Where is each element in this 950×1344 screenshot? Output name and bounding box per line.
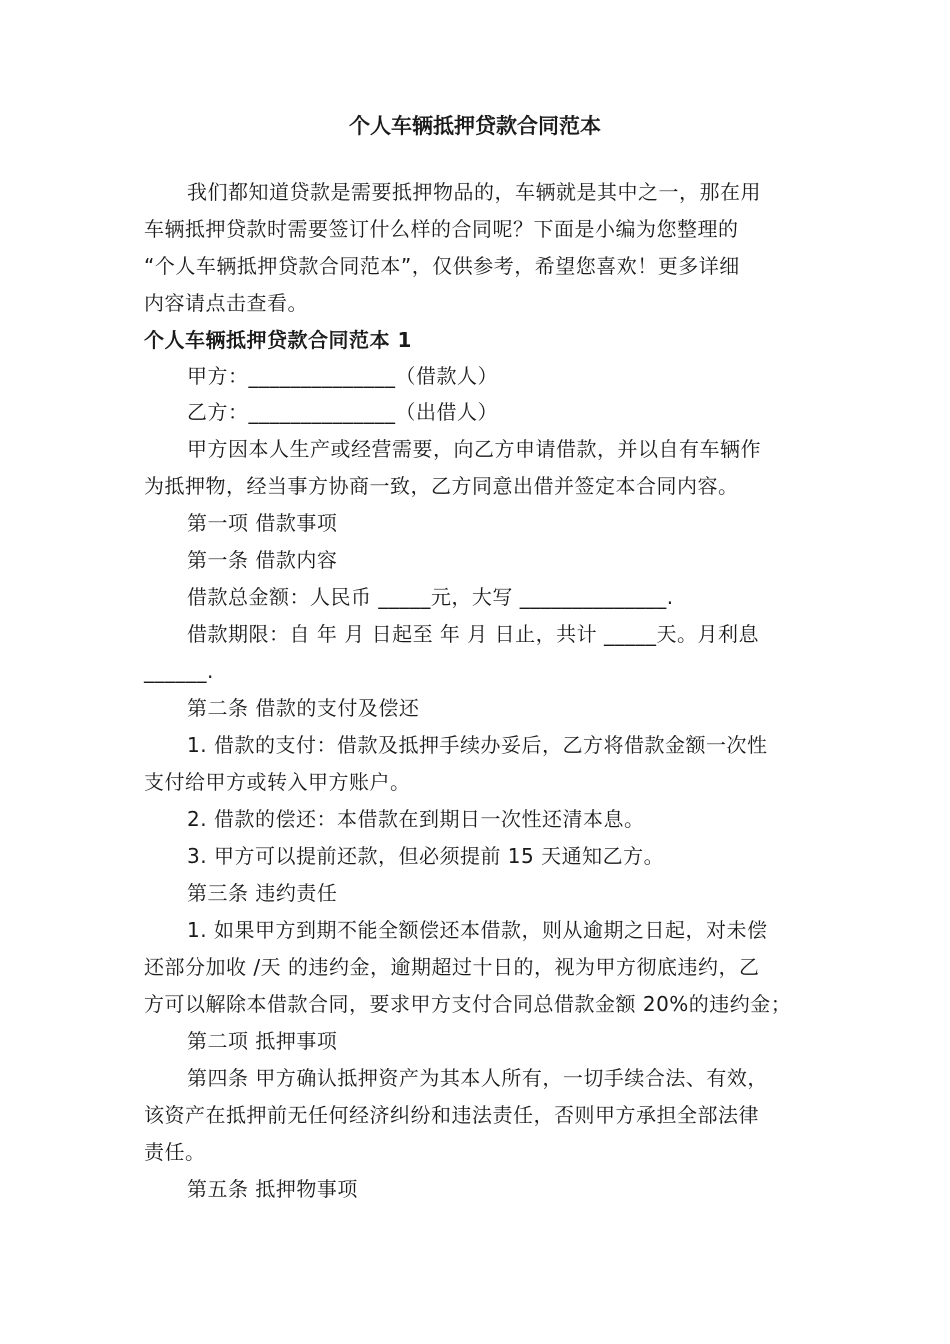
intro-line: 车辆抵押贷款时需要签订什么样的合同呢？下面是小编为您整理的 [144, 217, 739, 241]
item-2-heading: 第二项 抵押事项 [187, 1029, 338, 1053]
payment-clause-3: 3. 甲方可以提前还款，但必须提前 15 天通知乙方。 [187, 844, 665, 868]
loan-term-line: 借款期限：自 年 月 日起至 年 月 日止，共计 _____天。月利息 [187, 622, 760, 646]
article-5-heading: 第五条 抵押物事项 [187, 1177, 358, 1201]
party-b-line: 乙方：______________（出借人） [187, 400, 498, 424]
article-3-heading: 第三条 违约责任 [187, 881, 338, 905]
document-title: 个人车辆抵押贷款合同范本 [349, 114, 601, 138]
loan-term-paragraph [144, 616, 810, 690]
preamble-line: 为抵押物，经当事方协商一致，乙方同意出借并签定本合同内容。 [144, 474, 739, 498]
loan-amount-line: 借款总金额：人民币 _____元，大写 ______________. [187, 585, 674, 609]
item-1-heading: 第一项 借款事项 [187, 511, 338, 535]
article-4-line: 责任。 [144, 1140, 206, 1164]
intro-line: 我们都知道贷款是需要抵押物品的，车辆就是其中之一，那在用 [187, 180, 761, 204]
intro-line: “个人车辆抵押贷款合同范本”，仅供参考，希望您喜欢！更多详细 [144, 254, 740, 278]
payment-clause-1 [144, 727, 810, 801]
payment-line: 1. 借款的支付：借款及抵押手续办妥后，乙方将借款金额一次性 [187, 733, 768, 757]
loan-term-line: ______. [144, 659, 214, 683]
payment-line: 支付给甲方或转入甲方账户。 [144, 770, 411, 794]
party-a-line: 甲方：______________（借款人） [187, 364, 498, 388]
intro-line: 内容请点击查看。 [144, 291, 308, 315]
article-4-line: 该资产在抵押前无任何经济纠纷和违法责任，否则甲方承担全部法律 [144, 1103, 759, 1127]
preamble-line: 甲方因本人生产或经营需要，向乙方申请借款，并以自有车辆作 [187, 437, 761, 461]
preamble-paragraph [144, 431, 810, 505]
breach-clause [144, 912, 810, 1023]
article-4-line: 第四条 甲方确认抵押资产为其本人所有，一切手续合法、有效， [187, 1066, 768, 1090]
breach-line: 1. 如果甲方到期不能全额偿还本借款，则从逾期之日起，对未偿 [187, 918, 768, 942]
breach-line: 方可以解除本借款合同，要求甲方支付合同总借款金额 20%的违约金； [144, 992, 792, 1016]
article-1-heading: 第一条 借款内容 [187, 548, 338, 572]
payment-clause-2: 2. 借款的偿还：本借款在到期日一次性还清本息。 [187, 807, 645, 831]
article-2-heading: 第二条 借款的支付及偿还 [187, 696, 420, 720]
intro-paragraph [144, 174, 810, 322]
section-heading: 个人车辆抵押贷款合同范本 1 [144, 328, 412, 352]
breach-line: 还部分加收 /天 的违约金，逾期超过十日的，视为甲方彻底违约，乙 [144, 955, 760, 979]
article-4-paragraph [144, 1060, 810, 1171]
